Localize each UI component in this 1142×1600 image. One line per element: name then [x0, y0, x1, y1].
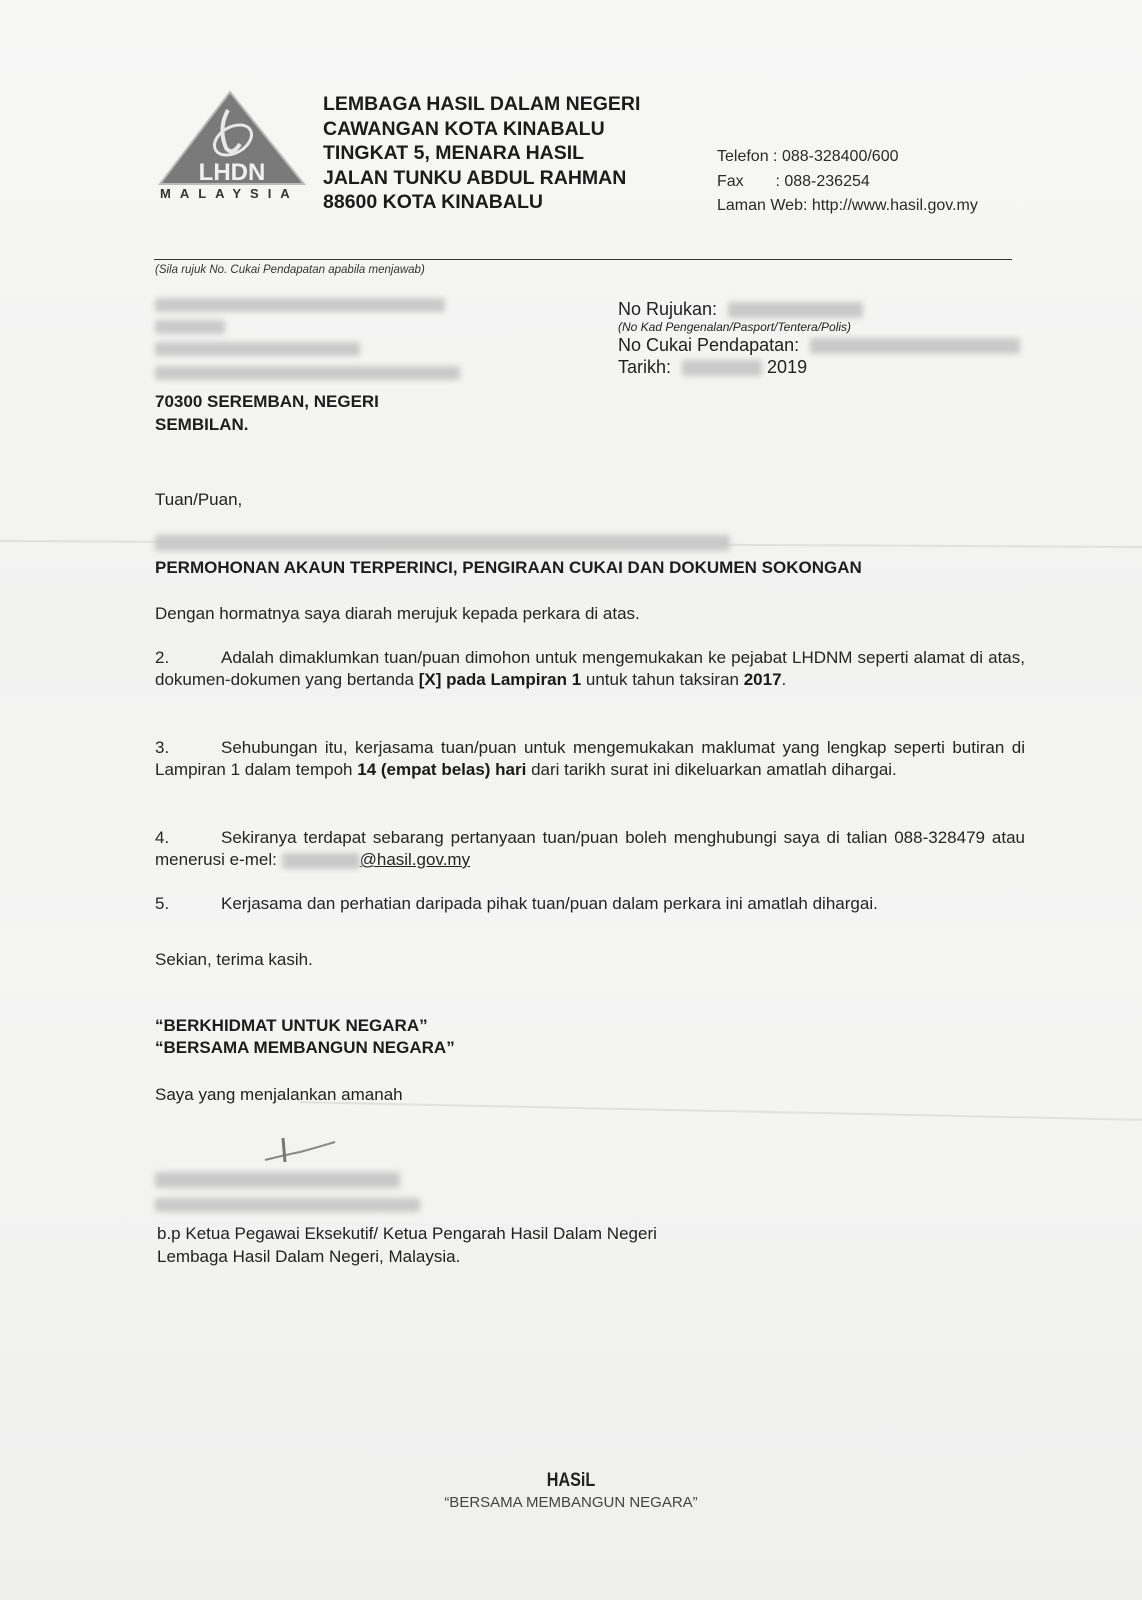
- redacted-cukai: [810, 338, 1020, 354]
- recipient-address-line: SEMBILAN.: [155, 415, 249, 434]
- fax-line: [717, 170, 978, 195]
- org-line: 88600 KOTA KINABALU: [323, 191, 543, 213]
- letter-subject: PERMOHONAN AKAUN TERPERINCI, PENGIRAAN CUKAI DAN DOKUMEN SOKONGAN: [155, 558, 862, 577]
- paragraph-text: .: [781, 670, 787, 689]
- signer-title: [157, 1222, 657, 1268]
- slogan-line: “BERKHIDMAT UNTUK NEGARA”: [155, 1016, 428, 1035]
- redacted-subject-line: [155, 534, 730, 552]
- paragraph-number: 5.: [155, 894, 170, 913]
- closing-thanks: Sekian, terima kasih.: [155, 950, 313, 969]
- slogans: [155, 1015, 455, 1059]
- slogan-line: “BERSAMA MEMBANGUN NEGARA”: [155, 1038, 455, 1057]
- telefon-label: Telefon: [717, 148, 769, 165]
- paragraph-text: Sekiranya terdapat sebarang pertanyaan tuan/puan boleh menghubungi saya di talian 088-328479 atau menerusi e-mel:: [155, 828, 1025, 869]
- salutation: Tuan/Puan,: [155, 490, 243, 509]
- paragraph-text: untuk tahun taksiran: [581, 670, 744, 689]
- opening-paragraph: Dengan hormatnya saya diarah merujuk kepada perkara di atas.: [155, 604, 640, 623]
- web-label: Laman Web:: [717, 197, 808, 214]
- redacted-email-user: [282, 853, 360, 869]
- telefon-value: : 088-328400/600: [773, 148, 899, 165]
- paragraph-text: dari tarikh surat ini dikeluarkan amatlah dihargai.: [526, 760, 897, 779]
- redacted-rujukan: [728, 302, 863, 318]
- logo-caption: MALAYSIA: [160, 186, 299, 201]
- paragraph-emphasis: 14 (empat belas) hari: [357, 760, 527, 779]
- no-cukai-row: [618, 334, 1020, 356]
- email-link[interactable]: @hasil.gov.my: [359, 850, 471, 869]
- signer-title-line: Lembaga Hasil Dalam Negeri, Malaysia.: [157, 1247, 461, 1266]
- paragraph-2: [155, 647, 1025, 691]
- paragraph-text: Kerjasama dan perhatian daripada pihak tuan/puan dalam perkara ini amatlah dihargai.: [221, 894, 878, 913]
- paragraph-emphasis: 2017: [743, 670, 782, 689]
- svg-text:LHDN: LHDN: [198, 159, 266, 186]
- signature-icon: [255, 1130, 345, 1170]
- paper-crease: [300, 1101, 1142, 1121]
- no-rujukan-label: No Rujukan:: [618, 299, 718, 319]
- tarikh-year: 2019: [767, 357, 808, 377]
- signer-title-line: b.p Ketua Pegawai Eksekutif/ Ketua Pengarah Hasil Dalam Negeri: [157, 1224, 657, 1243]
- redacted-date: [682, 360, 762, 376]
- org-line: CAWANGAN KOTA KINABALU: [323, 117, 605, 140]
- org-line: LEMBAGA HASIL DALAM NEGERI: [323, 93, 641, 115]
- redacted-signer: [155, 1172, 420, 1214]
- header-divider: [154, 259, 1012, 260]
- tarikh-row: [618, 356, 1020, 378]
- contact-block: [717, 145, 978, 219]
- paragraph-4: [155, 827, 1025, 871]
- paragraph-3: [155, 737, 1025, 781]
- fax-value: : 088-236254: [775, 172, 870, 190]
- paragraph-number: 3.: [155, 738, 170, 757]
- no-cukai-label: No Cukai Pendapatan:: [618, 335, 800, 355]
- organisation-address: [323, 92, 640, 215]
- reference-block: [618, 298, 1020, 378]
- closing-line: Saya yang menjalankan amanah: [155, 1085, 403, 1104]
- web-line: [717, 194, 978, 219]
- footer-slogan: “BERSAMA MEMBANGUN NEGARA”: [444, 1494, 698, 1511]
- reference-note: (Sila rujuk No. Cukai Pendapatan apabila menjawab): [155, 264, 425, 276]
- paragraph-5: [155, 893, 1025, 915]
- org-line: TINGKAT 5, MENARA HASIL: [323, 142, 585, 164]
- tarikh-label: Tarikh:: [618, 357, 672, 377]
- footer-brand-logo: HASiL: [546, 1470, 596, 1491]
- paragraph-number: 4.: [155, 828, 170, 847]
- recipient-address-line: 70300 SEREMBAN, NEGERI: [155, 392, 379, 411]
- web-link[interactable]: http://www.hasil.gov.my: [811, 197, 978, 214]
- redacted-recipient: [155, 298, 460, 382]
- paragraph-text: Adalah dimaklumkan tuan/puan dimohon untuk mengemukakan ke pejabat LHDNM seperti alamat di atas, dokumen-dokumen yang bertanda: [155, 648, 1025, 689]
- org-line: JALAN TUNKU ABDUL RAHMAN: [323, 166, 627, 189]
- telefon-line: [717, 145, 978, 170]
- paragraph-emphasis: [X] pada Lampiran 1: [418, 670, 582, 689]
- recipient-address: [155, 298, 460, 436]
- no-rujukan-row: [618, 298, 1020, 320]
- paragraph-number: 2.: [155, 648, 170, 667]
- no-rujukan-note: (No Kad Pengenalan/Pasport/Tentera/Polis): [618, 320, 852, 334]
- paragraph-text: Sehubungan itu, kerjasama tuan/puan untuk mengemukakan maklumat yang lengkap seperti butiran di Lampiran 1 dalam tempoh: [155, 738, 1025, 779]
- fax-label: Fax: [717, 172, 744, 190]
